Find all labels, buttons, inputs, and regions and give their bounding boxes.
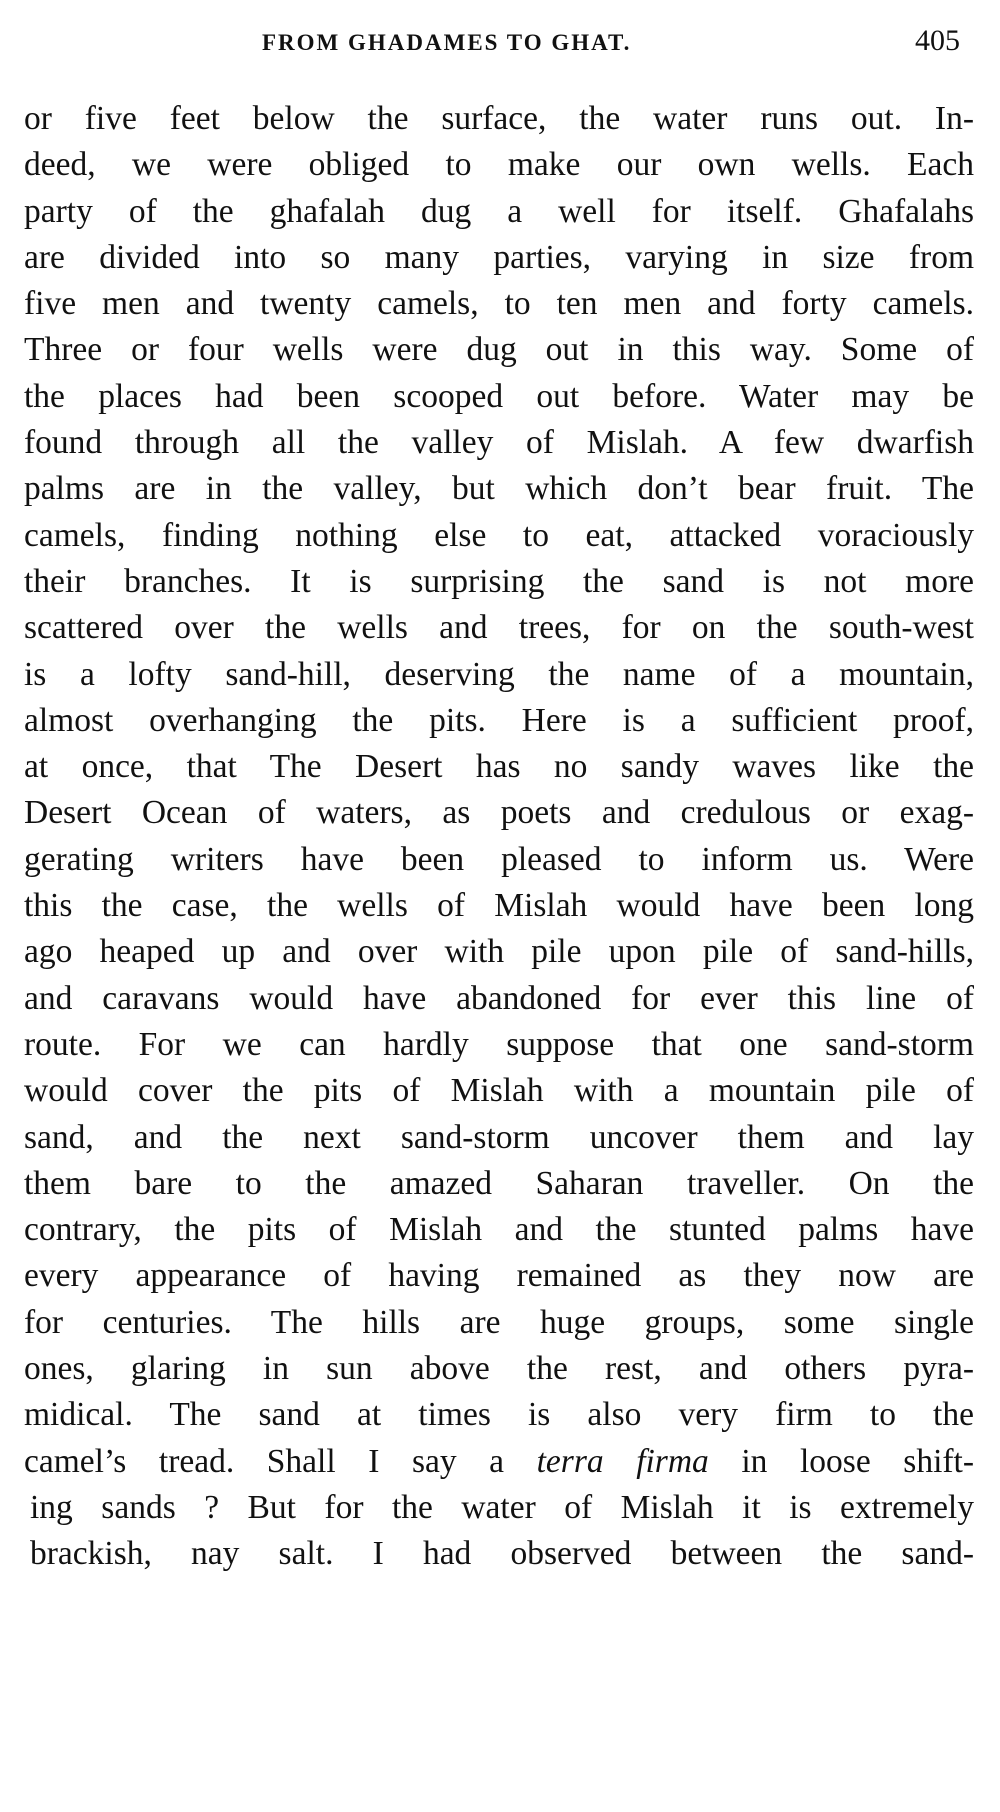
text-line: contrary, the pits of Mislah and the stunted palms have [24,1211,974,1249]
text-line: route. For we can hardly suppose that one sand-storm [24,1025,974,1063]
text-line: brackish, nay salt. I had observed between the sand- [30,1535,974,1573]
body-text [24,96,974,1578]
page-number: 405 [915,24,960,57]
text-line: Desert Ocean of waters, as poets and credulous or exag- [24,794,974,832]
italic-phrase: terra firma [536,1442,709,1480]
text-line: would cover the pits of Mislah with a mountain pile of [24,1072,974,1110]
text-line [24,1439,974,1485]
text-line: the places had been scooped out before. Water may be [24,377,974,415]
text-line: palms are in the valley, but which don’t bear fruit. The [24,470,974,508]
text-line: for centuries. The hills are huge groups, some single [24,1303,974,1341]
text-line: their branches. It is surprising the sand is not more [24,562,974,600]
text-line: at once, that The Desert has no sandy waves like the [24,748,974,786]
text-line: deed, we were obliged to make our own wells. Each [24,146,974,184]
text-line: five men and twenty camels, to ten men and forty camels. [24,285,974,323]
text-line: this the case, the wells of Mislah would have been long [24,887,974,925]
text-line: ones, glaring in sun above the rest, and others pyra- [24,1350,974,1388]
text-line: gerating writers have been pleased to inform us. Were [24,840,974,878]
text-line: midical. The sand at times is also very firm to the [24,1396,974,1434]
text-line: camels, finding nothing else to eat, attacked voraciously [24,516,974,554]
running-head: FROM GHADAMES TO GHAT. [262,30,632,55]
text-line: almost overhanging the pits. Here is a sufficient proof, [24,701,974,739]
text-line: scattered over the wells and trees, for on the south-west [24,609,974,647]
text-line: sand, and the next sand-storm uncover them and lay [24,1118,974,1156]
text-line: or five feet below the surface, the water runs out. In- [24,100,974,137]
text-line: and caravans would have abandoned for ever this line of [24,979,974,1017]
text-line: every appearance of having remained as they now are [24,1257,974,1295]
text-line: are divided into so many parties, varying in size from [24,238,974,276]
text-line: found through all the valley of Mislah. A few dwarfish [24,424,974,462]
text-line: them bare to the amazed Saharan traveller. On the [24,1164,974,1202]
text-line-end: in loose shift- [708,1442,974,1480]
text-line: is a lofty sand-hill, deserving the name of a mountain, [24,655,974,693]
text-line: party of the ghafalah dug a well for itself. Ghafalahs [24,192,974,230]
text-line: Three or four wells were dug out in this way. Some of [24,331,974,369]
text-line: ing sands ? But for the water of Mislah it is extremely [30,1488,974,1526]
text-line-start: camel’s tread. Shall I say a [24,1442,537,1480]
text-line: ago heaped up and over with pile upon pile of sand-hills, [24,933,974,971]
